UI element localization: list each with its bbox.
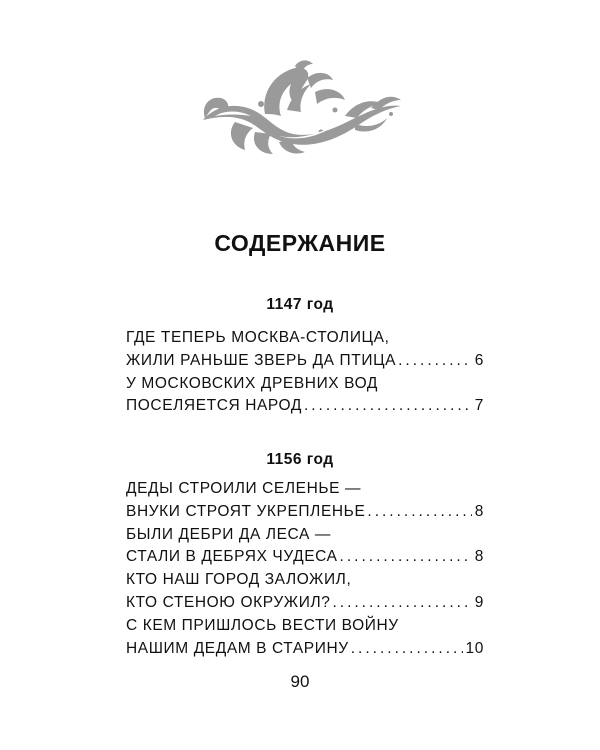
dot-leader bbox=[332, 592, 471, 615]
toc-entry-line: НАШИМ ДЕДАМ В СТАРИНУ bbox=[126, 639, 349, 657]
dot-leader bbox=[304, 395, 472, 418]
toc-entry[interactable] bbox=[126, 524, 484, 570]
toc-entry-line: БЫЛИ ДЕБРИ ДА ЛЕСА — bbox=[126, 525, 331, 543]
toc-entry[interactable] bbox=[126, 478, 484, 524]
toc-entry-line: У МОСКОВСКИХ ДРЕВНИХ ВОД bbox=[126, 374, 378, 392]
toc-list-1156 bbox=[126, 478, 484, 660]
toc-entry-line: ПОСЕЛЯЕТСЯ НАРОД bbox=[126, 397, 302, 415]
toc-entry-line: ГДЕ ТЕПЕРЬ МОСКВА-СТОЛИЦА, bbox=[126, 329, 390, 346]
toc-entry-line: ДЕДЫ СТРОИЛИ СЕЛЕНЬЕ — bbox=[126, 480, 362, 497]
toc-entry-line: ЖИЛИ РАНЬШЕ ЗВЕРЬ ДА ПТИЦА bbox=[126, 351, 397, 369]
toc-entry-line: КТО СТЕНОЮ ОКРУЖИЛ? bbox=[126, 593, 331, 611]
dot-leader bbox=[398, 350, 472, 373]
toc-list-1147 bbox=[126, 327, 484, 418]
toc-entry[interactable] bbox=[126, 373, 484, 419]
toc-entry[interactable] bbox=[126, 615, 484, 661]
toc-entry[interactable] bbox=[126, 569, 484, 615]
toc-entry-line: КТО НАШ ГОРОД ЗАЛОЖИЛ, bbox=[126, 571, 352, 589]
page-number: 90 bbox=[290, 672, 310, 691]
section-heading-1156: 1156 год bbox=[266, 451, 334, 468]
toc-page-number: 8 bbox=[474, 548, 484, 566]
toc-entry-line: ВНУКИ СТРОЯТ УКРЕПЛЕНЬЕ bbox=[126, 502, 366, 520]
toc-page-number: 7 bbox=[474, 397, 484, 415]
section-heading-1147: 1147 год bbox=[266, 296, 334, 313]
page-title: СОДЕРЖАНИЕ bbox=[214, 230, 386, 256]
dot-leader bbox=[351, 638, 463, 661]
toc-page-number: 10 bbox=[465, 639, 484, 657]
toc-entry-line: С КЕМ ПРИШЛОСЬ ВЕСТИ ВОЙНУ bbox=[126, 616, 399, 634]
toc-page-number: 8 bbox=[474, 502, 484, 520]
toc-page-number: 6 bbox=[474, 351, 484, 369]
dot-leader bbox=[340, 546, 472, 569]
toc-entry-line: СТАЛИ В ДЕБРЯХ ЧУДЕСА bbox=[126, 548, 338, 566]
dot-leader bbox=[367, 501, 471, 524]
floral-ornament-icon bbox=[195, 58, 405, 158]
toc-entry[interactable] bbox=[126, 327, 484, 373]
toc-page-number: 9 bbox=[474, 593, 484, 611]
